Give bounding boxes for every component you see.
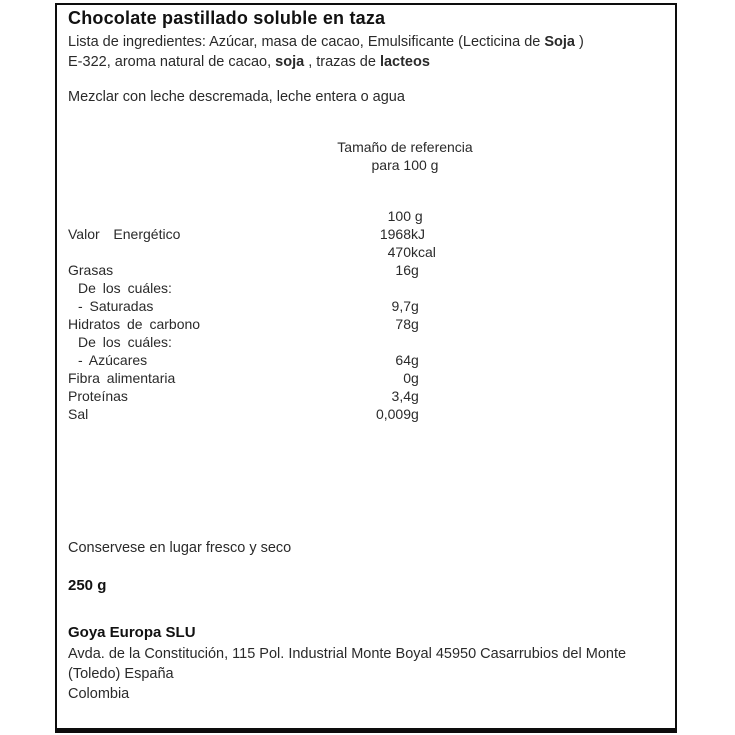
nutrient-value — [161, 351, 419, 369]
net-weight: 250 g — [68, 577, 107, 594]
nutrient-value — [161, 369, 419, 387]
nutrition-table — [57, 207, 675, 423]
nutrient-label: - Azúcares — [78, 352, 148, 368]
nutrient-unit: g — [411, 388, 419, 404]
nutrition-row — [57, 315, 675, 333]
nutrient-amount: 9,7 — [391, 298, 411, 314]
reference-size-header — [205, 138, 605, 174]
nutrient-value — [161, 315, 419, 333]
manufacturer-address-block — [68, 644, 668, 704]
nutrition-row — [57, 297, 675, 315]
nutrient-label: De los cuáles: — [78, 334, 172, 350]
nutrition-row — [57, 243, 675, 261]
nutrient-unit: g — [411, 316, 419, 332]
nutrient-label: Fibra alimentaria — [68, 370, 176, 386]
nutrition-row — [57, 225, 675, 243]
manufacturer-name: Goya Europa SLU — [68, 624, 196, 641]
nutrient-amount: 1968 — [379, 226, 411, 242]
nutrient-label: Sal — [68, 406, 89, 422]
nutrient-amount: 0 — [403, 370, 411, 386]
ingredients-line-1: Lista de ingredientes: Azúcar, masa de cacao, Emulsificante (Lecticina de Soja ) — [68, 34, 584, 50]
storage-instructions: Conservese en lugar fresco y seco — [68, 540, 292, 556]
product-label-panel — [55, 3, 677, 733]
nutrition-row — [57, 279, 675, 297]
nutrient-label: Hidratos de carbono — [68, 316, 201, 332]
nutrient-amount: 470 — [387, 244, 411, 260]
nutrient-unit: g — [411, 406, 419, 422]
nutrient-unit: g — [411, 370, 419, 386]
reference-size-line-2: para 100 g — [371, 157, 439, 173]
nutrient-label: De los cuáles: — [78, 280, 172, 296]
nutrient-value — [161, 387, 419, 405]
nutrition-row — [57, 261, 675, 279]
nutrient-unit: g — [411, 298, 419, 314]
ingredients-text — [68, 32, 667, 72]
preparation-instructions: Mezclar con leche descremada, leche entera o agua — [68, 89, 405, 105]
nutrition-row — [57, 387, 675, 405]
nutrition-row — [57, 207, 675, 225]
nutrient-amount: 16 — [395, 262, 411, 278]
nutrient-unit: g — [411, 208, 423, 224]
nutrient-value — [161, 261, 419, 279]
nutrient-label: Grasas — [68, 262, 114, 278]
nutrient-unit: kJ — [411, 226, 425, 242]
nutrient-label: Valor Energético — [68, 226, 181, 242]
nutrient-amount: 100 — [387, 208, 411, 224]
manufacturer-address: Avda. de la Constitución, 115 Pol. Industrial Monte Boyal 45950 Casarrubios del Monte (Toledo) España — [68, 646, 627, 682]
nutrition-row — [57, 351, 675, 369]
nutrient-amount: 0,009 — [375, 406, 411, 422]
nutrient-value — [161, 297, 419, 315]
nutrient-amount: 3,4 — [391, 388, 411, 404]
nutrient-label: - Saturadas — [78, 298, 154, 314]
origin-country: Colombia — [68, 686, 130, 702]
reference-size-line-1: Tamaño de referencia — [337, 139, 473, 155]
nutrient-unit: kcal — [411, 244, 436, 260]
nutrient-value — [161, 243, 436, 261]
nutrition-row — [57, 369, 675, 387]
nutrient-unit: g — [411, 352, 419, 368]
nutrient-value — [161, 207, 423, 225]
nutrient-label: Proteínas — [68, 388, 128, 404]
nutrition-row — [57, 333, 675, 351]
nutrition-row — [57, 405, 675, 423]
nutrient-amount: 64 — [395, 352, 411, 368]
nutrient-value — [161, 405, 419, 423]
ingredients-line-2: E-322, aroma natural de cacao, soja , trazas de lacteos — [68, 54, 430, 70]
nutrient-unit: g — [411, 262, 419, 278]
nutrient-value — [161, 225, 425, 243]
nutrient-amount: 78 — [395, 316, 411, 332]
product-title: Chocolate pastillado soluble en taza — [68, 8, 386, 28]
